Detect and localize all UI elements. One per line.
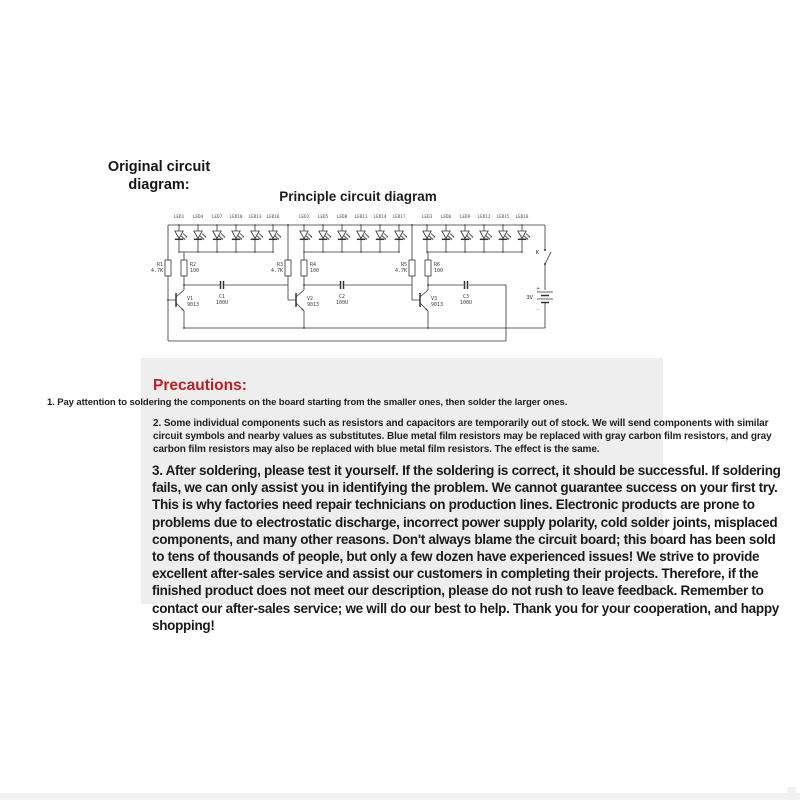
precaution-item-2: 2. Some individual components such as resistors and capacitors are temporarily out of stock. We will send components with similar circuit symbols and nearby values as substitutes. Blue metal film resistors may be replaced with gray carbon film resistors, and gray carbon film resistors may also be replaced with blue metal film resistors. The effect is the same. <box>153 418 772 455</box>
battery-plus-sign: + <box>536 286 540 292</box>
led <box>175 224 188 253</box>
resistor-label-r2: R2 <box>190 262 197 268</box>
led-label: LED9 <box>459 215 471 220</box>
junction-dot <box>411 224 413 226</box>
resistor-value-r6: 100 <box>434 268 444 274</box>
led-label: LED12 <box>477 215 491 220</box>
resistor-label-r3: R3 <box>276 262 283 268</box>
transistor-label-v3: V3 <box>431 296 438 302</box>
resistor-body-r2 <box>181 260 187 276</box>
circuit-diagram <box>141 208 560 348</box>
resistor-body-r5 <box>409 260 415 276</box>
led <box>269 224 282 253</box>
junction-dot <box>427 327 429 329</box>
led <box>395 224 408 253</box>
resistor-value-r3: 4.7K <box>270 268 283 274</box>
original-diagram-label-line1: Original circuit <box>107 159 211 175</box>
resistor-body-r4 <box>301 260 307 276</box>
junction-dot <box>427 284 429 286</box>
resistor-value-r4: 100 <box>310 268 320 274</box>
resistor-label-r1: R1 <box>156 262 163 268</box>
junction-dot <box>303 284 305 286</box>
junction-dot <box>183 284 185 286</box>
junction-dot <box>303 327 305 329</box>
original-diagram-label <box>89 159 229 194</box>
junction-dot <box>287 224 289 226</box>
led-label: LED5 <box>317 215 329 220</box>
transistor-label-v2: V2 <box>307 296 314 302</box>
led <box>338 224 351 253</box>
capacitor-label-c3: C3 <box>462 294 470 300</box>
original-diagram-label-line2: diagram: <box>128 176 190 193</box>
led <box>518 224 531 253</box>
resistor-body-r1 <box>165 260 171 276</box>
led-label: LED2 <box>298 215 310 220</box>
principle-diagram-title: Principle circuit diagram <box>279 189 437 204</box>
battery-minus-sign: - <box>536 307 540 313</box>
resistor-value-r1: 4.7K <box>150 268 163 274</box>
led-label: LED10 <box>229 215 243 220</box>
led <box>357 224 370 253</box>
led-label: LED15 <box>496 215 510 220</box>
precaution-item-1: 1. Pay attention to soldering the components on the board starting from the smaller ones, then solder the larger ones. <box>47 397 568 408</box>
resistor-label-r5: R5 <box>400 262 407 268</box>
led <box>442 224 455 253</box>
capacitor-label-c1: C1 <box>218 294 226 300</box>
switch-label: K <box>535 250 539 256</box>
resistor-value-r5: 4.7K <box>394 268 407 274</box>
junction-dot <box>183 327 185 329</box>
battery-voltage-label: 3V <box>526 295 533 301</box>
led <box>423 224 436 253</box>
led <box>480 224 493 253</box>
bottom-strip-notch <box>787 787 796 793</box>
precautions-heading: Precautions: <box>153 377 247 394</box>
transistor-value-v3: 9013 <box>431 302 444 308</box>
resistor-value-r2: 100 <box>190 268 200 274</box>
capacitor-value-c2: 100U <box>335 300 349 306</box>
switch-contact-dot <box>544 263 546 265</box>
junction-dot <box>167 299 169 301</box>
capacitor-value-c3: 100U <box>459 300 473 306</box>
led <box>213 224 226 253</box>
circuit-wires <box>168 225 553 341</box>
led <box>232 224 245 253</box>
transistor-value-v2: 9013 <box>307 302 320 308</box>
led-label: LED1 <box>173 215 185 220</box>
bottom-page-strip <box>0 793 800 800</box>
led <box>194 224 207 253</box>
switch-contact-dot <box>544 249 546 251</box>
led-label: LED17 <box>392 215 406 220</box>
led-label: LED4 <box>192 215 204 220</box>
resistor-label-r6: R6 <box>434 262 441 268</box>
led-label: LED18 <box>515 215 529 220</box>
transistor-label-v1: V1 <box>187 296 194 302</box>
resistor-body-r3 <box>285 260 291 276</box>
led <box>251 224 263 253</box>
led <box>499 224 512 253</box>
capacitor-label-c2: C2 <box>338 294 346 300</box>
capacitor-value-c1: 100U <box>215 300 229 306</box>
transistor-value-v1: 9013 <box>187 302 200 308</box>
led-label: LED3 <box>421 215 433 220</box>
led <box>461 224 474 253</box>
led-label: LED8 <box>336 215 348 220</box>
led <box>319 224 332 253</box>
led <box>300 224 313 253</box>
resistor-label-r4: R4 <box>310 262 317 268</box>
led-label: LED6 <box>440 215 452 220</box>
resistor-body-r6 <box>425 260 431 276</box>
precaution-item-3: 3. After soldering, please test it yourself. If the soldering is correct, it should be successful. If soldering fails, we can only assist you in identifying the problem. We cannot guarantee success on your first try. This is why factories need repair technicians on production lines. Electronic products are prone to problems due to electrostatic discharge, incorrect power supply polarity, cold solder joints, misplaced components, and many other reasons. Don't always blame the circuit board; this board has been sold to tens of thousands of people, but only a few dozen have experienced issues! We strive to provide excellent after-sales service and assist our customers in completing their projects. Therefore, if the finished product does not meet our description, please do not rush to leave feedback. Remember to contact our after-sales service; we will do our best to help. Thank you for your cooperation, and happy shopping! <box>152 463 781 633</box>
led <box>376 224 389 253</box>
led-label: LED7 <box>211 215 223 220</box>
led-label: LED11 <box>354 215 368 220</box>
led-label: LED16 <box>266 215 280 220</box>
led-label: LED14 <box>373 215 387 220</box>
led-label: LED13 <box>248 215 262 220</box>
